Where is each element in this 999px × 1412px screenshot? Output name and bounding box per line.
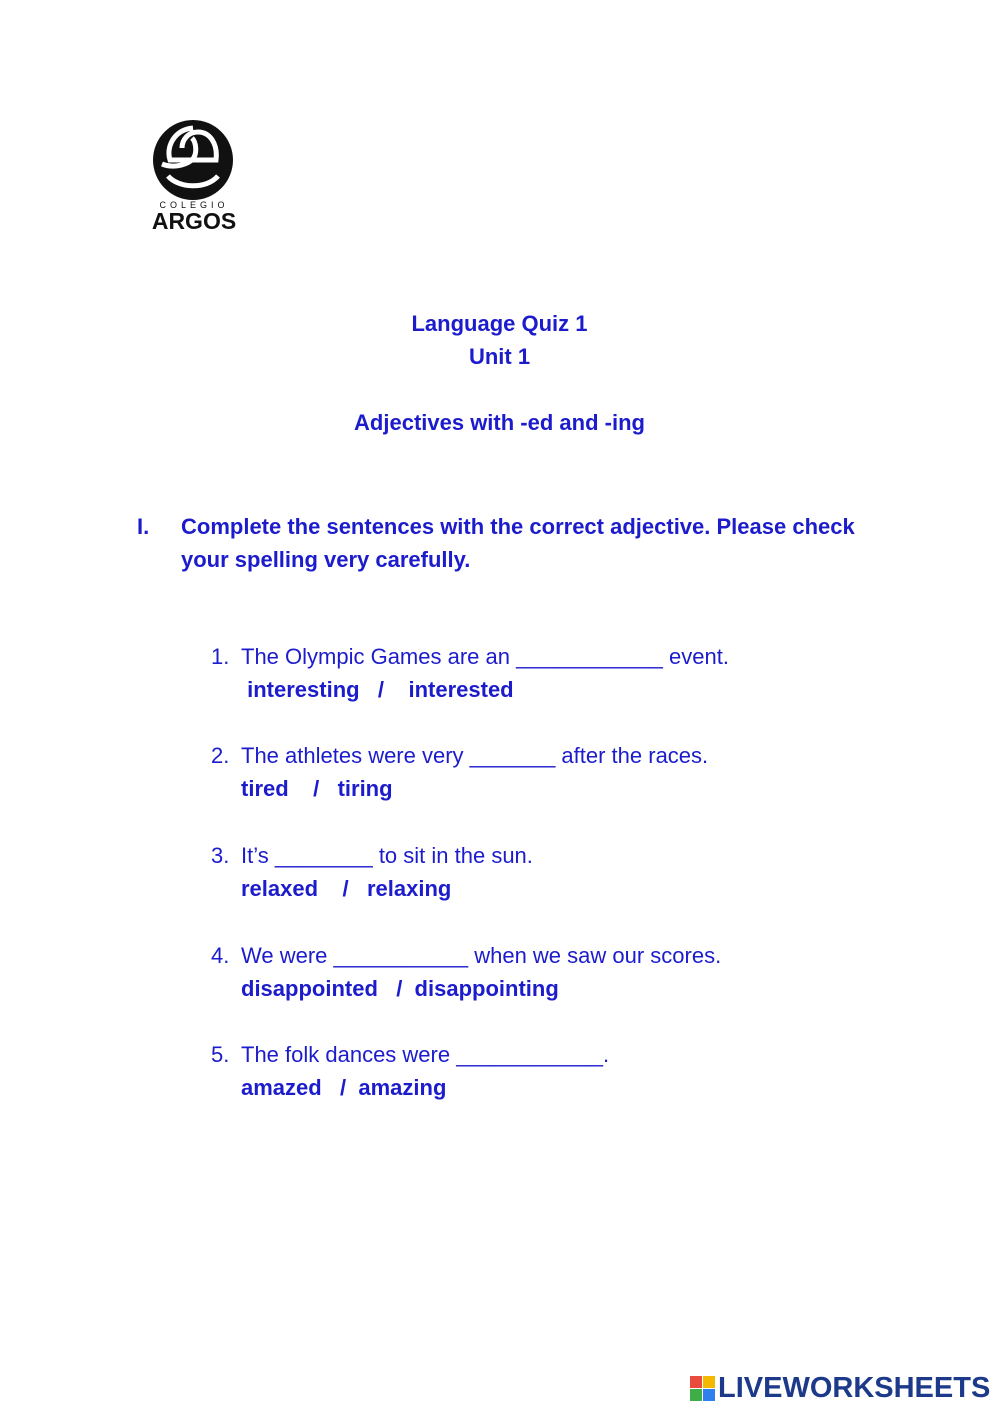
- question-sentence[interactable]: The Olympic Games are an ____________ event.: [241, 644, 729, 669]
- liveworksheets-logo-icon: [690, 1376, 716, 1402]
- brand-name: LIVEWORKSHEETS: [718, 1372, 991, 1404]
- answer-options: interesting / interested: [241, 677, 514, 702]
- question-sentence[interactable]: The athletes were very _______ after the races.: [241, 743, 709, 768]
- question-number: 2.: [211, 743, 230, 768]
- question-number: 1.: [211, 644, 230, 669]
- instruction-text: Complete the sentences with the correct adjective. Please check your spelling very carefully.: [181, 514, 855, 572]
- logo-name: ARGOS: [151, 208, 237, 234]
- quiz-title: Language Quiz 1: [411, 311, 588, 336]
- unit-title: Unit 1: [468, 344, 531, 369]
- question-sentence[interactable]: It’s ________ to sit in the sun.: [241, 843, 533, 868]
- answer-options: tired / tiring: [241, 776, 393, 801]
- answer-options: relaxed / relaxing: [241, 876, 452, 901]
- topic-title: Adjectives with -ed and -ing: [354, 410, 645, 435]
- question-number: 5.: [211, 1042, 230, 1067]
- logo-emblem-icon: [148, 118, 240, 202]
- section-number: I.: [137, 514, 150, 539]
- question-number: 3.: [211, 843, 230, 868]
- answer-options: disappointed / disappointing: [241, 976, 559, 1001]
- school-logo: [148, 118, 240, 236]
- answer-options: amazed / amazing: [241, 1075, 447, 1100]
- question-sentence[interactable]: The folk dances were ____________.: [241, 1042, 610, 1067]
- question-sentence[interactable]: We were ___________ when we saw our scores.: [241, 943, 722, 968]
- question-number: 4.: [211, 943, 230, 968]
- logo-subtitle: COLEGIO: [159, 200, 229, 210]
